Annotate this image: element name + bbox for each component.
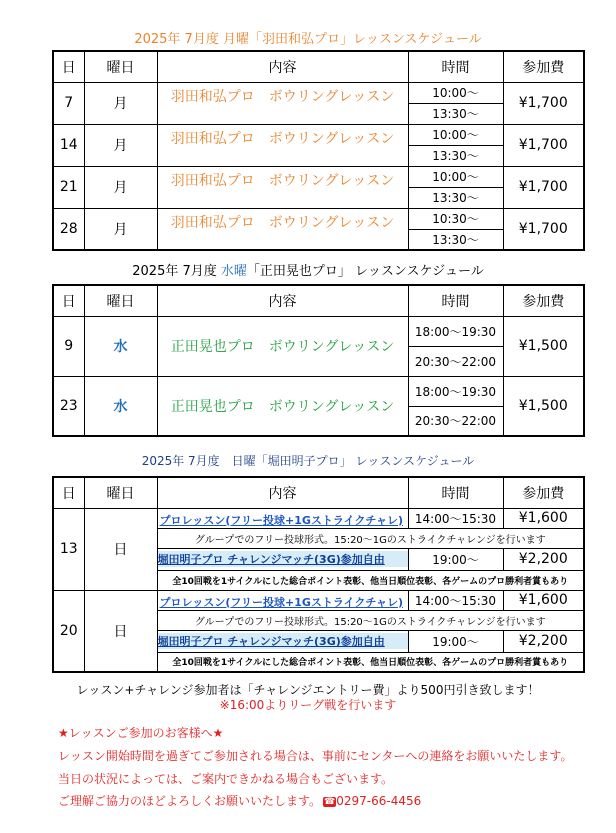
fee-cell: ¥1,700 [503, 82, 584, 124]
fee-cell: ¥1,700 [503, 124, 584, 166]
header-fee: 参加費 [503, 51, 584, 82]
sunday-schedule-table [52, 476, 585, 673]
phone-icon: ☎ [324, 796, 336, 807]
fee-cell: ¥1,600 [503, 590, 584, 610]
lesson-cell [157, 590, 408, 610]
table-row [53, 376, 584, 406]
lesson-cell [157, 508, 408, 528]
day-cell: 28 [53, 208, 84, 250]
fee-cell: ¥1,700 [503, 208, 584, 250]
weekday-cell: 月 [84, 124, 157, 166]
header-time: 時間 [408, 477, 503, 508]
content-cell: 羽田和弘プロ ボウリングレッスン [157, 82, 408, 124]
time-cell: 18:00〜19:30 [408, 376, 503, 406]
time-cell: 13:30〜 [408, 187, 503, 208]
header-day: 日 [53, 285, 84, 316]
day-cell: 7 [53, 82, 84, 124]
table-row [53, 124, 584, 145]
day-cell: 21 [53, 166, 84, 208]
table-header-row [53, 51, 584, 82]
weekday-cell: 月 [84, 82, 157, 124]
challenge-label: 堀田明子プロ チャレンジマッチ(3G)参加自由 [158, 633, 408, 649]
header-fee: 参加費 [503, 477, 584, 508]
weekday-cell: 月 [84, 166, 157, 208]
lesson-label: プロレッスン(フリー投球+1Gストライクチャレ) [159, 595, 404, 609]
time-cell: 18:00〜19:30 [408, 316, 503, 346]
sunday-title: 2025年 7月度 日曜「堀田明子プロ」 レッスンスケジュール [141, 454, 475, 468]
content-cell: 羽田和弘プロ ボウリングレッスン [157, 166, 408, 208]
weekday-cell: 月 [84, 208, 157, 250]
table-row [53, 208, 584, 229]
time-cell: 14:00〜15:30 [408, 590, 503, 610]
weekday-cell: 日 [84, 508, 157, 590]
lesson-label: プロレッスン(フリー投球+1Gストライクチャレ) [159, 513, 404, 527]
table-header-row [53, 477, 584, 508]
table-row [53, 590, 584, 610]
weekday-cell: 水 [84, 316, 157, 376]
phone-number[interactable]: 0297-66-4456 [336, 794, 422, 808]
fee-cell: ¥1,700 [503, 166, 584, 208]
day-cell: 20 [53, 590, 84, 672]
notice-line-2: 当日の状況によっては、ご案内できかねる場合もございます。 [58, 772, 394, 786]
award-note: 全10回戦を1サイクルにした総合ポイント表彰、他当日順位表彰、各ゲームのプロ勝利者賞もあり [157, 570, 584, 590]
time-cell: 10:30〜 [408, 208, 503, 229]
day-cell: 23 [53, 376, 84, 436]
content-cell: 正田晃也プロ ボウリングレッスン [157, 376, 408, 436]
header-day: 日 [53, 51, 84, 82]
fee-cell: ¥2,200 [503, 548, 584, 570]
header-day: 日 [53, 477, 84, 508]
time-cell: 20:30〜22:00 [408, 346, 503, 376]
monday-schedule-table [52, 50, 585, 251]
header-fee: 参加費 [503, 285, 584, 316]
header-content: 内容 [157, 285, 408, 316]
fee-cell: ¥2,200 [503, 630, 584, 652]
time-cell: 19:00〜 [408, 630, 503, 652]
weekday-cell: 水 [84, 376, 157, 436]
header-weekday: 曜日 [84, 51, 157, 82]
time-cell: 13:30〜 [408, 103, 503, 124]
header-weekday: 曜日 [84, 477, 157, 508]
fee-cell: ¥1,500 [503, 316, 584, 376]
table-row [53, 166, 584, 187]
challenge-label: 堀田明子プロ チャレンジマッチ(3G)参加自由 [158, 551, 408, 567]
notice-line-3: ご理解ご協力のほどよろしくお願いいたします。 ☎0297-66-4456 [58, 794, 422, 808]
day-cell: 14 [53, 124, 84, 166]
header-time: 時間 [408, 51, 503, 82]
time-cell: 10:00〜 [408, 166, 503, 187]
notice-line-1: レッスン開始時間を過ぎてご参加される場合は、事前にセンターへの連絡をお願いいたします。 [58, 749, 573, 763]
group-description: グループでのフリー投球形式。15:20〜1Gのストライクチャレンジを行います [157, 528, 584, 548]
time-cell: 13:30〜 [408, 145, 503, 166]
challenge-cell [157, 548, 408, 570]
wednesday-title: 2025年 7月度 水曜「正田晃也プロ」 レッスンスケジュール [132, 264, 484, 279]
fee-cell: ¥1,600 [503, 508, 584, 528]
header-content: 内容 [157, 477, 408, 508]
header-weekday: 曜日 [84, 285, 157, 316]
header-content: 内容 [157, 51, 408, 82]
content-cell: 羽田和弘プロ ボウリングレッスン [157, 124, 408, 166]
table-row [53, 82, 584, 103]
weekday-cell: 日 [84, 590, 157, 672]
time-cell: 14:00〜15:30 [408, 508, 503, 528]
monday-title: 2025年 7月度 月曜「羽田和弘プロ」レッスンスケジュール [134, 32, 482, 47]
table-row [53, 316, 584, 346]
time-cell: 20:30〜22:00 [408, 406, 503, 436]
table-header-row [53, 285, 584, 316]
time-cell: 10:00〜 [408, 82, 503, 103]
time-cell: 10:00〜 [408, 124, 503, 145]
content-cell: 正田晃也プロ ボウリングレッスン [157, 316, 408, 376]
time-cell: 13:30〜 [408, 229, 503, 250]
group-description: グループでのフリー投球形式。15:20〜1Gのストライクチャレンジを行います [157, 610, 584, 630]
challenge-cell [157, 630, 408, 652]
notice-heading: ★レッスンご参加のお客様へ★ [58, 726, 224, 740]
discount-note: レッスン+チャレンジ参加者は「チャレンジエントリー費」より500円引き致します！ [76, 683, 540, 697]
day-cell: 13 [53, 508, 84, 590]
header-time: 時間 [408, 285, 503, 316]
fee-cell: ¥1,500 [503, 376, 584, 436]
time-cell: 19:00〜 [408, 548, 503, 570]
league-note: ※16:00よりリーグ戦を行います [219, 698, 397, 712]
content-cell: 羽田和弘プロ ボウリングレッスン [157, 208, 408, 250]
award-note: 全10回戦を1サイクルにした総合ポイント表彰、他当日順位表彰、各ゲームのプロ勝利者賞もあり [157, 652, 584, 672]
day-cell: 9 [53, 316, 84, 376]
table-row [53, 508, 584, 528]
wednesday-schedule-table [52, 284, 585, 437]
